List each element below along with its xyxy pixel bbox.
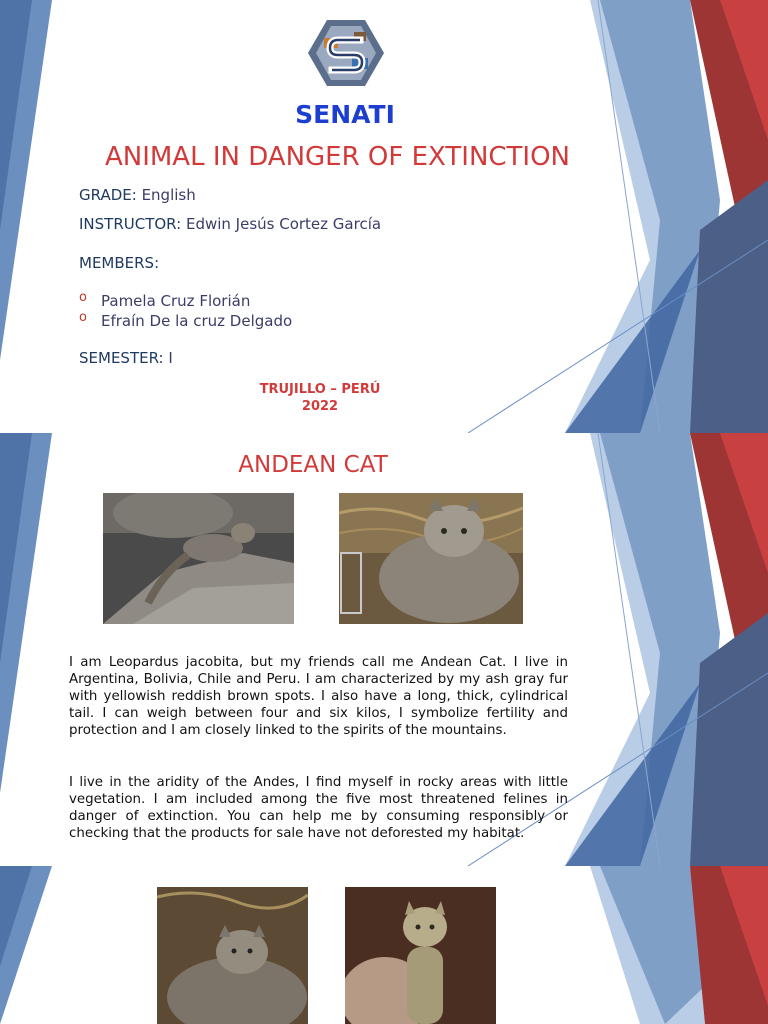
- cat-photo-closeup: [157, 887, 308, 1024]
- semester-value: I: [168, 349, 173, 367]
- semester-line: [79, 349, 173, 367]
- senati-wordmark: SENATI: [295, 100, 395, 129]
- year: 2022: [301, 399, 339, 414]
- senati-logo: [308, 18, 384, 88]
- members-list: [79, 291, 292, 331]
- cover-slide: [0, 0, 768, 433]
- members-label: MEMBERS:: [79, 254, 160, 272]
- instructor-line: [79, 215, 381, 233]
- cat-photo-rocks: [103, 493, 294, 624]
- list-item: [79, 311, 292, 331]
- instructor-label: INSTRUCTOR:: [79, 215, 182, 233]
- bullet-icon: o: [79, 310, 87, 325]
- instructor-value: Edwin Jesús Cortez García: [185, 215, 382, 233]
- member-name: Pamela Cruz Florián: [101, 292, 251, 310]
- grade-label: GRADE:: [79, 186, 137, 204]
- cat-photo-standing: [345, 887, 496, 1024]
- andean-cat-title: ANDEAN CAT: [238, 452, 388, 478]
- grade-value: English: [141, 186, 196, 204]
- semester-label: SEMESTER:: [79, 349, 164, 367]
- place: TRUJILLO – PERÚ: [259, 382, 381, 397]
- member-name: Efraín De la cruz Delgado: [101, 312, 293, 330]
- cat-photo-grass: [339, 493, 523, 624]
- place-and-year: [0, 381, 640, 415]
- list-item: [79, 291, 292, 311]
- description-paragraph-1: I am Leopardus jacobita, but my friends call me Andean Cat. I live in Argentina, Bolivia, Chile and Peru. I am characterized by my ash gray fur with yellowish reddish brown spots. I also have a long, thick, cylindrical tail. I can weigh between four and six kilos, I symbolize fertility and protection and I am closely linked to the spirits of the mountains.: [69, 655, 568, 738]
- cover-title: ANIMAL IN DANGER OF EXTINCTION: [104, 142, 571, 172]
- grade-line: [79, 186, 196, 204]
- bullet-icon: o: [79, 290, 87, 305]
- description-paragraph-2: I live in the aridity of the Andes, I find myself in rocky areas with little vegetation. I am included among the five most threatened felines in danger of extinction. You can help me by consuming responsibly or checking that the products for sale have not deforested my habitat.: [69, 775, 568, 841]
